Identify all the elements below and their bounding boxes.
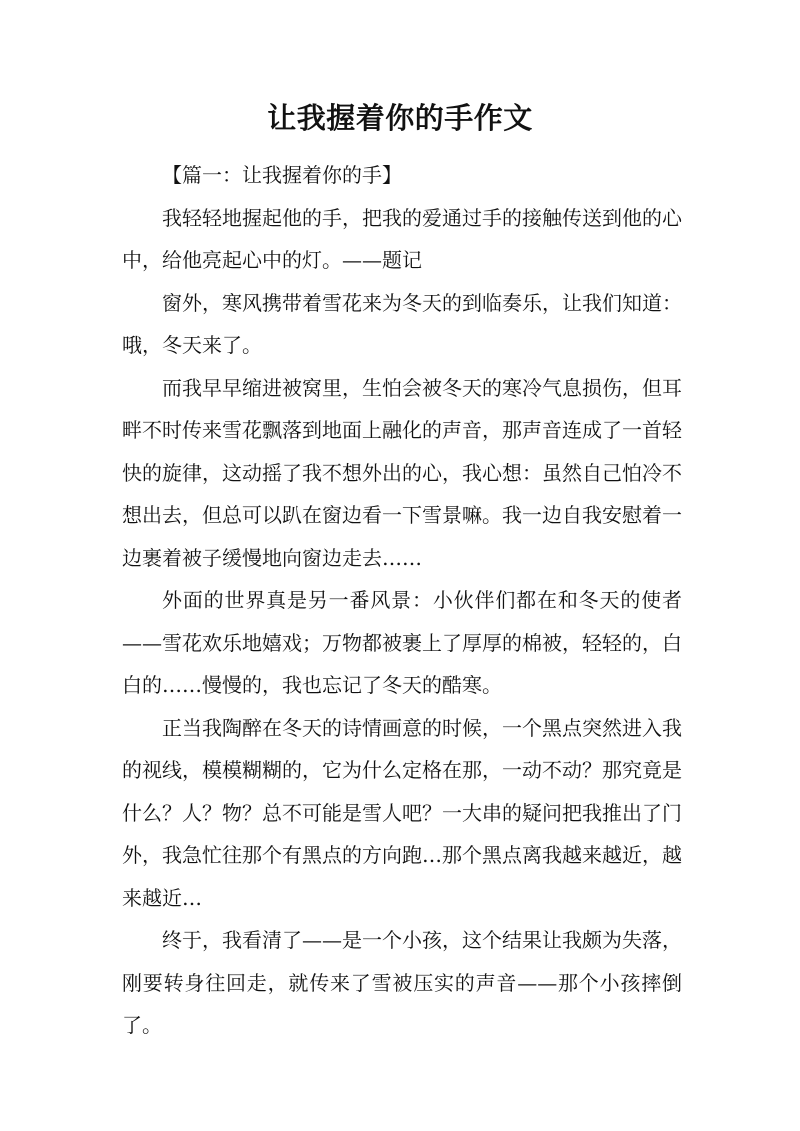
paragraph: 窗外，寒风携带着雪花来为冬天的到临奏乐，让我们知道：哦，冬天来了。 bbox=[122, 290, 682, 357]
paragraph: 外面的世界真是另一番风景：小伙伴们都在和冬天的使者——雪花欢乐地嬉戏；万物都被裹上了厚厚的棉被，轻轻的，白白的……慢慢的，我也忘记了冬天的酷寒。 bbox=[122, 588, 682, 697]
section-heading: 【篇一：让我握着你的手】 bbox=[162, 163, 402, 187]
document-title: 让我握着你的手作文 bbox=[267, 101, 533, 135]
document-body bbox=[122, 154, 682, 1047]
paragraph: 而我早早缩进被窝里，生怕会被冬天的寒冷气息损伤，但耳畔不时传来雪花飘落到地面上融化的声音，那声音连成了一首轻快的旋律，这动摇了我不想外出的心，我心想：虽然自己怕冷不想出去，但总可以趴在窗边看一下雪景嘛。我一边自我安慰着一边裹着被子缓慢地向窗边走去…… bbox=[122, 375, 682, 570]
paragraph: 终于，我看清了——是一个小孩，这个结果让我颇为失落，刚要转身往回走，就传来了雪被压实的声音——那个小孩摔倒了。 bbox=[122, 928, 682, 1037]
paragraph: 正当我陶醉在冬天的诗情画意的时候，一个黑点突然进入我的视线，模模糊糊的，它为什么定格在那，一动不动？那究竟是什么？人？物？总不可能是雪人吧？一大串的疑问把我推出了门外，我急忙往那个有黑点的方向跑…那个黑点离我越来越近，越来越近… bbox=[122, 715, 682, 910]
paragraph: 我轻轻地握起他的手，把我的爱通过手的接触传送到他的心中，给他亮起心中的灯。——题记 bbox=[122, 205, 682, 272]
